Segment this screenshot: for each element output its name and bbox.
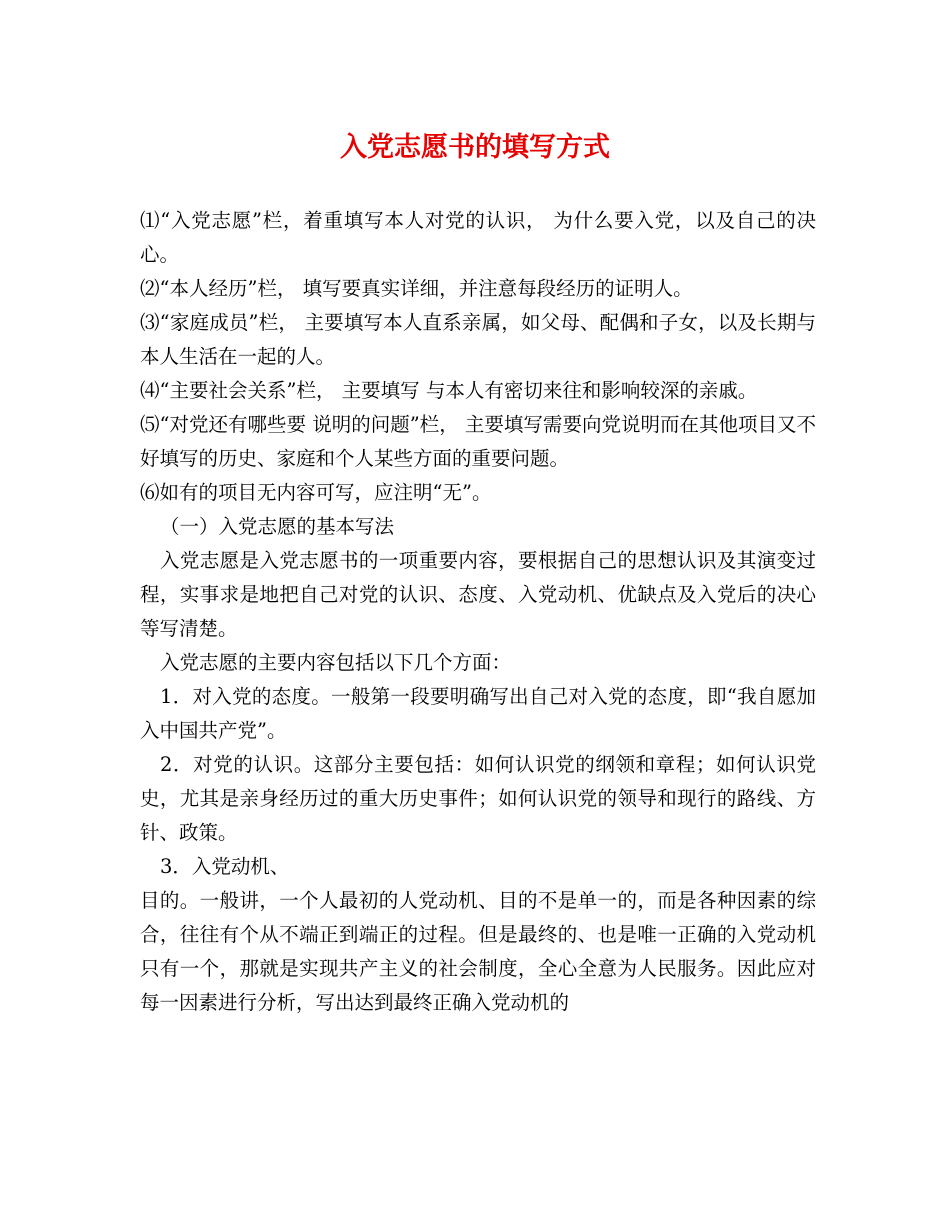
paragraph-item-3: ⑶“家庭成员”栏， 主要填写本人直系亲属，如父母、配偶和子女，以及长期与本人生活在一起的人。 bbox=[140, 311, 816, 368]
numbered-paragraph: 1．对入党的态度。一般第一段要明确写出自己对入党的态度，即“我自愿加入中国共产党”。 bbox=[140, 685, 816, 742]
body-paragraph: 入党志愿的主要内容包括以下几个方面： bbox=[160, 651, 512, 674]
paragraph-item-4: ⑷“主要社会关系”栏， 主要填写 与本人有密切来往和影响较深的亲戚。 bbox=[140, 379, 758, 402]
body-paragraph: 入党志愿是入党志愿书的一项重要内容，要根据自己的思想认识及其演变过程，实事求是地把自己对党的认识、态度、入党动机、优缺点及入党后的决心等写清楚。 bbox=[140, 549, 816, 640]
document-body bbox=[140, 204, 816, 1020]
paragraph-item-1: ⑴“入党志愿”栏，着重填写本人对党的认识， 为什么要入党，以及自己的决心。 bbox=[140, 209, 816, 266]
paragraph-item-5: ⑸“对党还有哪些要 说明的问题”栏， 主要填写需要向党说明而在其他项目又不好填写的历史、家庭和个人某些方面的重要问题。 bbox=[140, 413, 816, 470]
paragraph-item-2: ⑵“本人经历”栏， 填写要真实详细，并注意每段经历的证明人。 bbox=[140, 277, 693, 300]
numbered-paragraph: 2．对党的认识。这部分主要包括：如何认识党的纲领和章程；如何认识党史，尤其是亲身经历过的重大历史事件；如何认识党的领导和现行的路线、方针、政策。 bbox=[140, 753, 816, 844]
section-heading: （一）入党志愿的基本写法 bbox=[160, 515, 395, 538]
paragraph-item-6: ⑹如有的项目无内容可写，应注明“无”。 bbox=[140, 481, 492, 504]
numbered-paragraph: 3．入党动机、 bbox=[160, 855, 290, 878]
body-paragraph: 目的。一般讲，一个人最初的人党动机、目的不是单一的，而是各种因素的综合，往往有个从不端正到端正的过程。但是最终的、也是唯一正确的入党动机只有一个，那就是实现共产主义的社会制度，全心全意为人民服务。因此应对每一因素进行分析，写出达到最终正确入党动机的 bbox=[140, 889, 816, 1014]
document-title: 入党志愿书的填写方式 bbox=[340, 132, 610, 163]
